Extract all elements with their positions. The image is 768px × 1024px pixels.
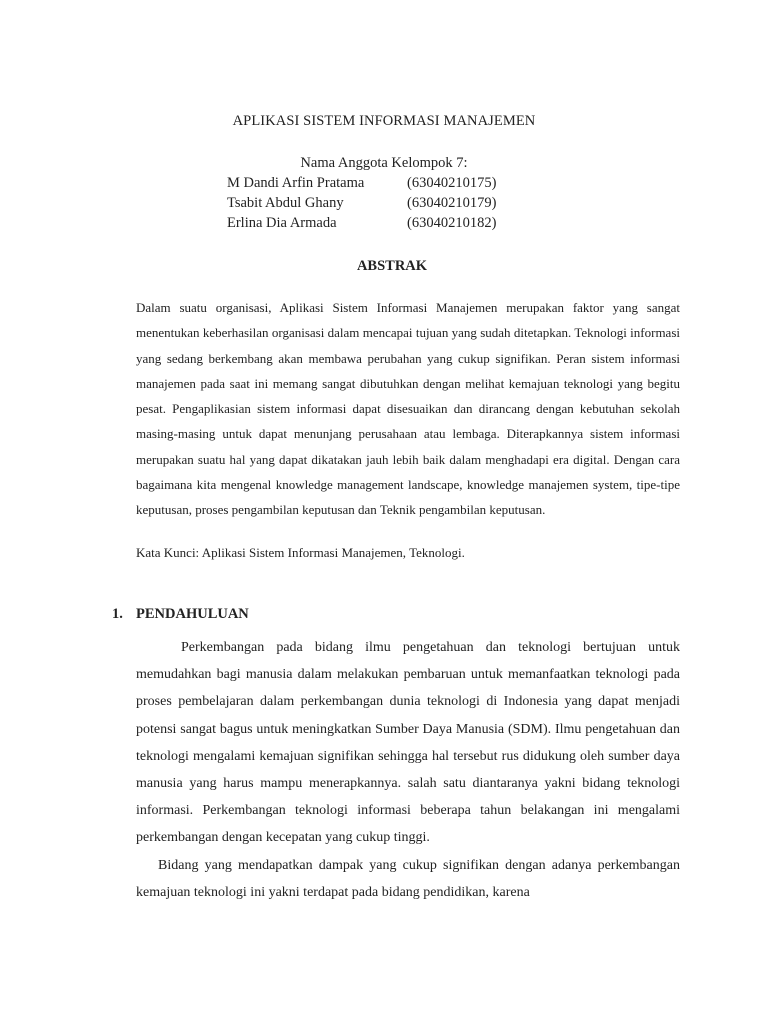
abstract-paragraph: Dalam suatu organisasi, Aplikasi Sistem Informasi Manajemen merupakan faktor yang sangat menentukan keberhasilan organisasi dalam mencapai tujuan yang sudah ditetapkan. Teknologi informasi yang sedang berkembang akan membawa perubahan yang cukup signifikan. Peran sistem informasi manajemen pada saat ini memang sangat dibutuhkan dengan melihat kemajuan teknologi yang begitu pesat. Pengaplikasian sistem informasi dapat disesuaikan dan dirancang dengan kebutuhan sekolah masing-masing untuk dapat menunjang perusahaan atau lembaga. Diterapkannya sistem informasi merupakan suatu hal yang dapat dikatakan jauh lebih baik dalam menghadapi era digital. Dengan cara bagaimana kita mengenal knowledge management landscape, knowledge manajemen system, tipe-tipe keputusan, proses pengambilan keputusan dan Teknik pengambilan keputusan. [136, 300, 680, 518]
abstract-text [136, 295, 680, 523]
members-heading: Nama Anggota Kelompok 7: [300, 155, 468, 171]
body-paragraph: Bidang yang mendapatkan dampak yang cukup signifikan dengan adanya perkembangan kemajuan teknologi ini yakni terdapat pada bidang pendidikan, karena [136, 857, 680, 900]
member-id: (63040210179) [407, 195, 497, 211]
section-title: PENDAHULUAN [136, 606, 249, 622]
keywords-line: Kata Kunci: Aplikasi Sistem Informasi Manajemen, Teknologi. [136, 545, 465, 560]
section-number: 1. [112, 606, 123, 622]
document-title: APLIKASI SISTEM INFORMASI MANAJEMEN [232, 113, 536, 129]
body-paragraph: Perkembangan pada bidang ilmu pengetahuan dan teknologi bertujuan untuk memudahkan bagi manusia dalam melakukan pembaruan untuk memanfaatkan teknologi pada proses pembelajaran dalam perkembangan dunia teknologi di Indonesia yang dapat menjadi potensi sangat bagus untuk meningkatkan Sumber Daya Manusia (SDM). Ilmu pengetahuan dan teknologi mengalami kemajuan signifikan sehingga hal tersebut rus didukung oleh sumber daya manusia yang harus mampu menerapkannya. salah satu diantaranya yakni bidang teknologi informasi. Perkembangan teknologi informasi beberapa tahun belakangan ini mengalami perkembangan dengan kecepatan yang cukup tinggi. [136, 640, 680, 846]
abstract-heading: ABSTRAK [356, 258, 428, 274]
member-name: Erlina Dia Armada [227, 215, 337, 231]
member-name: Tsabit Abdul Ghany [227, 195, 344, 211]
member-name: M Dandi Arfin Pratama [227, 175, 365, 191]
section-body [136, 606, 680, 906]
member-id: (63040210175) [407, 175, 497, 191]
member-id: (63040210182) [407, 215, 497, 231]
